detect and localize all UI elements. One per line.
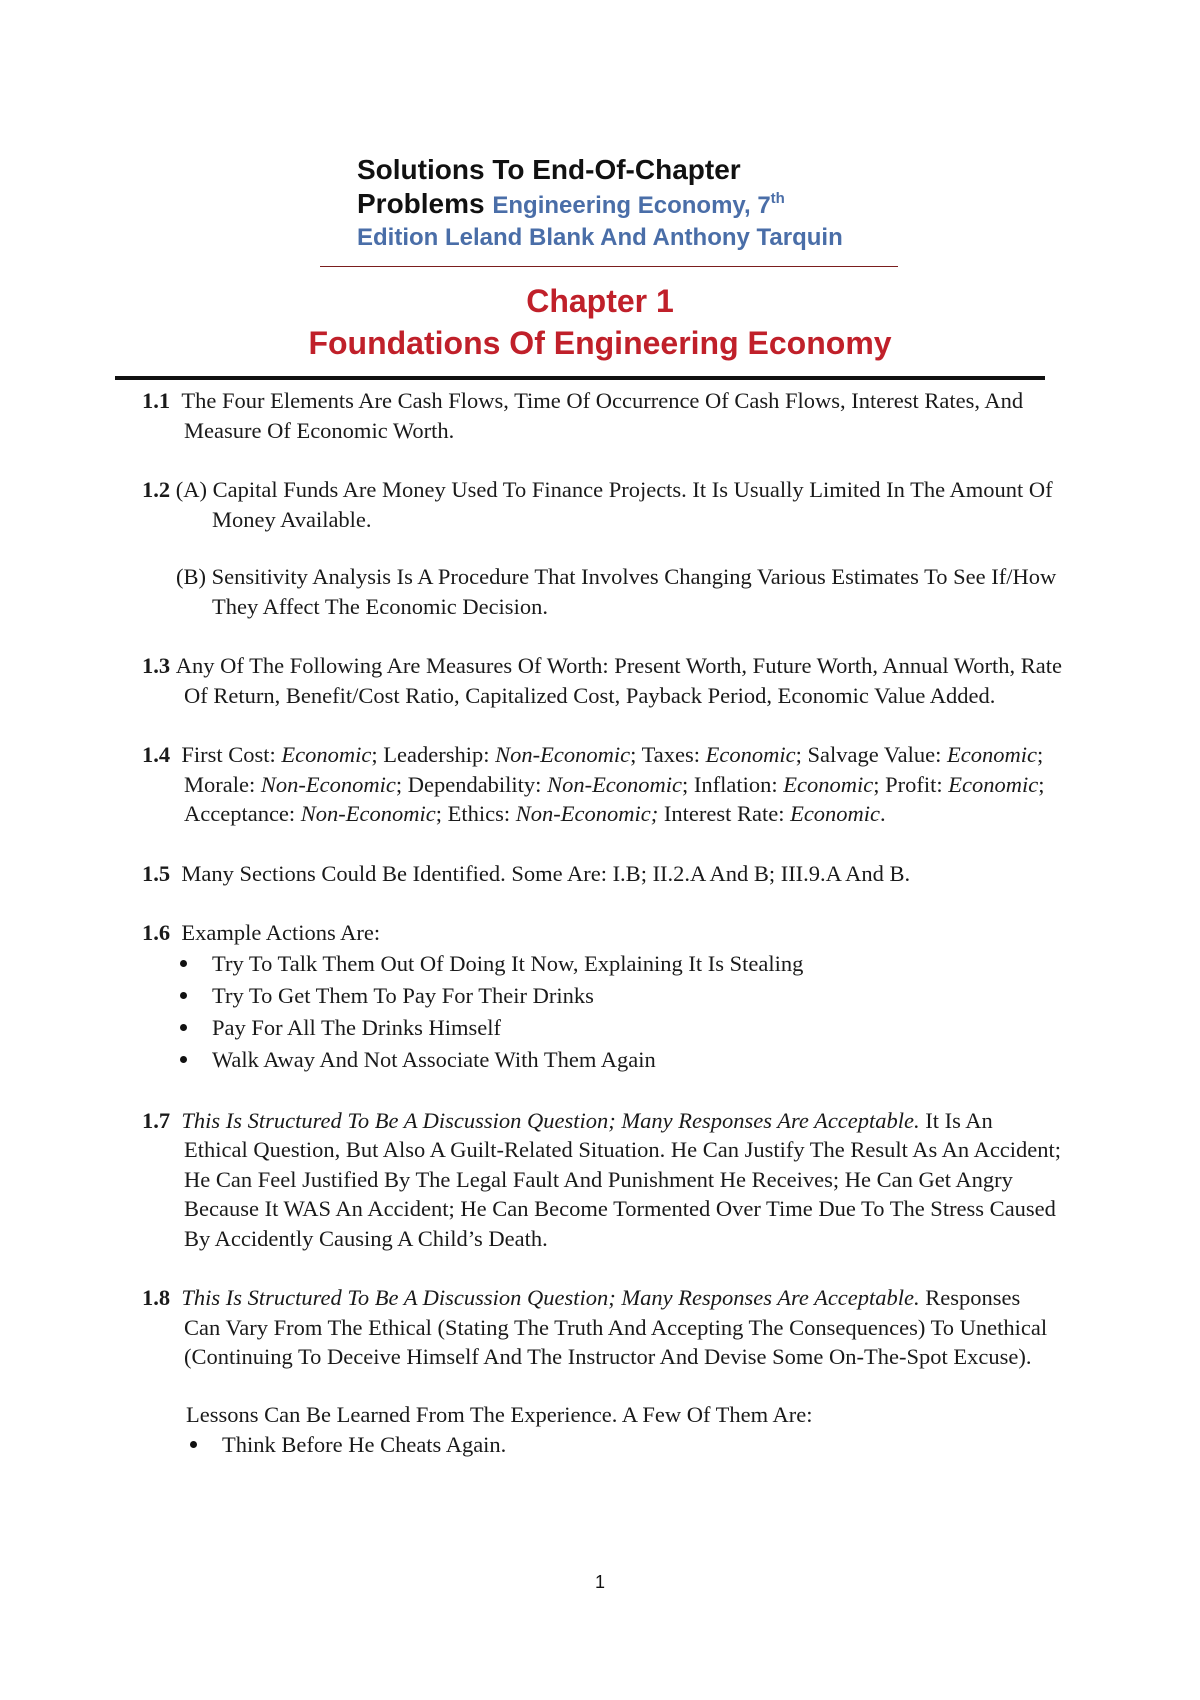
problem-1-5 [142, 859, 1062, 889]
header-divider [320, 266, 898, 267]
factor-separator: ; [1036, 742, 1044, 767]
problem-1-4-classifications [181, 742, 1044, 826]
problem-answer: Responses Can Vary From The Ethical (Stating The Truth And Accepting The Consequences) To Unethical (Continuing To Deceive Himself And The Instructor And Devise Some On-The-Spot Excuse). [184, 1285, 1048, 1369]
problem-answer: Many Sections Could Be Identified. Some Are: I.B; II.2.A And B; III.9.A And B. [181, 860, 911, 886]
factor-label: Profit: [885, 771, 949, 797]
problem-1-1-text [142, 386, 1062, 445]
factor-classification: Economic [948, 771, 1039, 797]
problem-number: 1.3 [142, 653, 171, 678]
list-item-text: Try To Talk Them Out Of Doing It Now, Explaining It Is Stealing [212, 950, 804, 976]
factor-label: Morale: [184, 771, 261, 797]
problem-1-8-bullet-list [142, 1429, 1062, 1461]
factor-classification: Non-Economic [260, 771, 396, 797]
factor-classification: Economic [281, 742, 372, 767]
factor-label: Inflation: [693, 771, 784, 797]
list-item [142, 1044, 1062, 1076]
problem-1-8 [142, 1283, 1062, 1461]
factor-classification: Economic [705, 742, 796, 767]
list-item-text: Think Before He Cheats Again. [222, 1432, 507, 1457]
factor-label: Leadership: [383, 742, 496, 767]
bullet-icon [180, 1056, 187, 1063]
problem-1-8-text [142, 1283, 1062, 1372]
factor-separator: . [880, 801, 886, 826]
bullet-icon [180, 1024, 187, 1031]
chapter-divider [115, 376, 1045, 380]
bullet-icon [180, 992, 187, 999]
header-book-title [492, 192, 784, 219]
problem-1-4 [142, 740, 1062, 829]
problem-answer-a: (A) Capital Funds Are Money Used To Finance Projects. It Is Usually Limited In The Amount Of Money Available. [175, 477, 1053, 532]
solutions-content [142, 386, 1062, 1491]
problem-number: 1.1 [142, 388, 171, 413]
header-problems: Problems [357, 188, 485, 219]
bullet-icon [180, 960, 187, 967]
problem-number: 1.6 [142, 920, 171, 945]
problem-number: 1.2 [142, 477, 171, 502]
factor-separator: ; [371, 742, 384, 767]
factor-label: Dependability: [407, 771, 548, 797]
problem-1-3-text [142, 651, 1062, 710]
problem-1-4-text [142, 740, 1062, 829]
factor-separator: ; [1038, 771, 1045, 797]
list-item-text: Try To Get Them To Pay For Their Drinks [212, 982, 594, 1008]
problem-1-3 [142, 651, 1062, 710]
header-edition-sup: th [770, 190, 785, 207]
problem-note-italic: This Is Structured To Be A Discussion Question; Many Responses Are Acceptable. [181, 1107, 920, 1133]
factor-label: Interest Rate: [663, 801, 791, 826]
page-number: 1 [594, 1572, 605, 1592]
factor-separator: ; [795, 742, 808, 767]
factor-classification: Non-Economic [547, 771, 683, 797]
bullet-icon [190, 1441, 197, 1448]
header-line-1: Solutions To End-Of-Chapter [357, 154, 741, 185]
list-item [142, 1429, 1062, 1461]
problem-note-italic: This Is Structured To Be A Discussion Question; Many Responses Are Acceptable. [181, 1285, 920, 1310]
problem-answer: It Is An Ethical Question, But Also A Guilt-Related Situation. He Can Justify The Result As An Accident; He Can Feel Justified By The Legal Fault And Punishment He Receives; He Can Get Angry Because It WAS An Accident; He Can Become Tormented Over Time Due To The Stress Caused By Accidently Causing A Child’s Death. [184, 1107, 1062, 1251]
factor-separator: ; [630, 742, 642, 767]
factor-classification: Economic [947, 742, 1037, 767]
header-line-2 [357, 187, 917, 221]
list-item [142, 980, 1062, 1012]
factor-separator: ; [395, 771, 408, 797]
problem-1-8-lessons: Lessons Can Be Learned From The Experience. A Few Of Them Are: [186, 1401, 813, 1427]
problem-1-7 [142, 1106, 1062, 1254]
problem-number: 1.4 [142, 742, 171, 767]
factor-label: First Cost: [181, 742, 282, 767]
factor-classification: Non-Economic [495, 742, 631, 767]
factor-classification: Non-Economic; [515, 801, 659, 826]
problem-1-2-part-a [142, 475, 1062, 534]
document-header [357, 153, 917, 255]
factor-separator: ; [682, 771, 694, 797]
factor-label: Taxes: [641, 742, 706, 767]
factor-classification: Non-Economic [300, 801, 436, 826]
problem-answer: The Four Elements Are Cash Flows, Time Of Occurrence Of Cash Flows, Interest Rates, And Measure Of Economic Worth. [181, 388, 1024, 443]
factor-label: Ethics: [447, 801, 516, 826]
problem-1-7-text [142, 1106, 1062, 1254]
problem-answer-b: (B) Sensitivity Analysis Is A Procedure That Involves Changing Various Estimates To See If/How They Affect The Economic Decision. [176, 564, 1057, 619]
problem-number: 1.8 [142, 1285, 171, 1310]
list-item [142, 948, 1062, 980]
problem-answer: Example Actions Are: [181, 920, 381, 945]
problem-1-6-bullet-list [142, 948, 1062, 1076]
chapter-subtitle: Foundations Of Engineering Economy [308, 325, 892, 361]
list-item-text: Walk Away And Not Associate With Them Again [212, 1046, 656, 1072]
problem-number: 1.7 [142, 1107, 171, 1133]
problem-1-1 [142, 386, 1062, 445]
factor-classification: Economic [790, 801, 881, 826]
problem-answer: Any Of The Following Are Measures Of Worth: Present Worth, Future Worth, Annual Worth, Rate Of Return, Benefit/Cost Ratio, Capitalized Cost, Payback Period, Economic Value Added. [175, 653, 1062, 708]
chapter-heading [0, 280, 1200, 364]
header-book-title-text: Engineering Economy, 7 [492, 192, 771, 219]
factor-separator: ; [873, 771, 886, 797]
problem-1-5-text [142, 859, 1062, 889]
problem-1-6 [142, 918, 1062, 1076]
factor-label: Salvage Value: [807, 742, 948, 767]
factor-label: Acceptance: [184, 801, 301, 826]
list-item-text: Pay For All The Drinks Himself [212, 1014, 501, 1040]
factor-separator: ; [435, 801, 448, 826]
problem-1-2-part-b [142, 562, 1062, 621]
factor-classification: Economic [783, 771, 874, 797]
list-item [142, 1012, 1062, 1044]
problem-1-6-intro [142, 918, 1062, 948]
problem-1-2 [142, 475, 1062, 621]
header-line-3: Edition Leland Blank And Anthony Tarquin [357, 224, 843, 251]
chapter-title: Chapter 1 [526, 283, 674, 319]
problem-number: 1.5 [142, 860, 171, 886]
